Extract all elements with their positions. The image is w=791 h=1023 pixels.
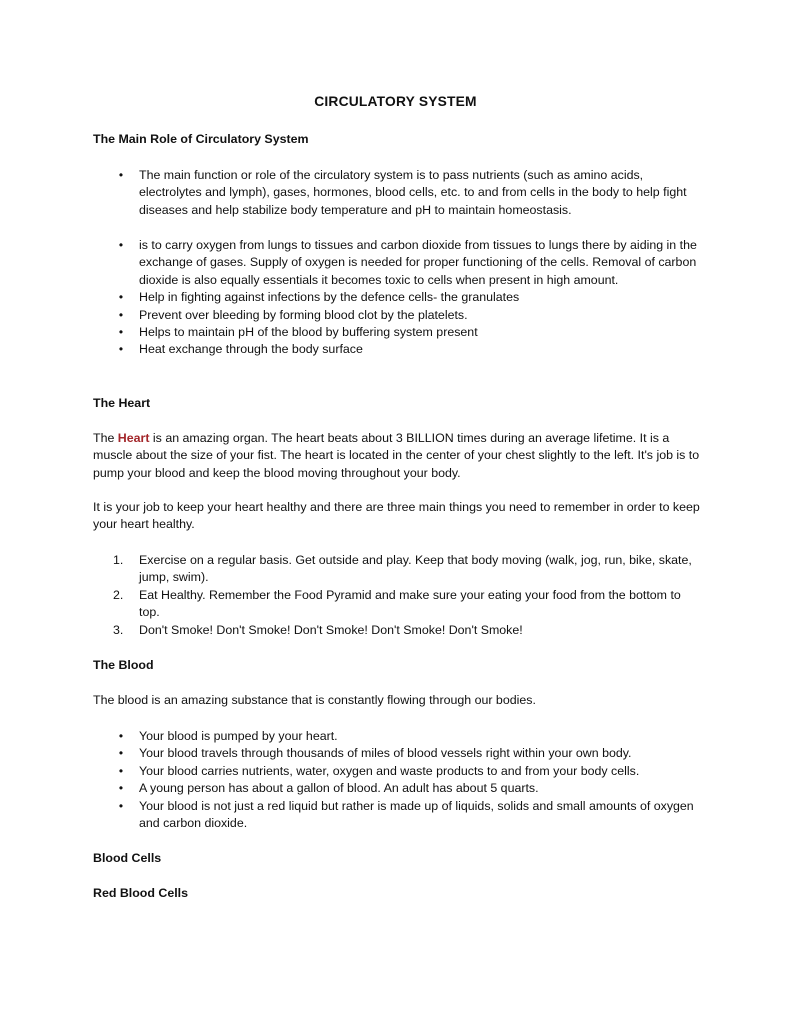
blood-cells-heading: Blood Cells <box>93 851 162 865</box>
list-item: • Heat exchange through the body surface <box>93 341 703 358</box>
bullet-icon: • <box>118 307 124 322</box>
step-number: 1. <box>113 553 124 567</box>
red-blood-cells-heading: Red Blood Cells <box>93 886 189 900</box>
heart-health-paragraph: It is your job to keep your heart healthy and there are three main things you need to remember in order to keep your heart healthy. <box>93 500 700 532</box>
list-item: • The main function or role of the circulatory system is to pass nutrients (such as amino acids, electrolytes and lymph), gases, hormones, blood cells, etc. to and from cells in the body to help fight diseases and help stabilize body temperature and pH to maintain homeostasis. <box>93 167 703 219</box>
list-item: • Help in fighting against infections by the defence cells- the granulates <box>93 289 703 306</box>
list-item: • Your blood carries nutrients, water, oxygen and waste products to and from your body cells. <box>93 763 703 780</box>
bullet-icon: • <box>118 238 124 252</box>
bullet-icon: • <box>118 729 124 743</box>
list-item: 2. Eat Healthy. Remember the Food Pyramid and make sure your eating your food from the bottom to top. <box>113 587 681 620</box>
bullet-icon: • <box>118 746 124 761</box>
list-item: • is to carry oxygen from lungs to tissues and carbon dioxide from tissues to lungs there by aiding in the exchange of gases. Supply of oxygen is needed for proper functioning of the cells. Removal of carbon dioxide is also equally essentials it becomes toxic to cells when present in high amount. <box>93 237 703 289</box>
list-item: • Your blood is pumped by your heart. <box>93 728 703 745</box>
blood-intro: The blood is an amazing substance that is constantly flowing through our bodies. <box>93 693 536 707</box>
bullet-icon: • <box>118 781 124 796</box>
heart-heading: The Heart <box>93 396 151 410</box>
main-role-heading: The Main Role of Circulatory System <box>93 132 309 146</box>
step-number: 2. <box>113 587 124 602</box>
heart-link[interactable]: Heart <box>117 431 150 445</box>
bullet-icon: • <box>118 168 124 182</box>
blood-facts-list <box>93 728 703 832</box>
list-item: • Your blood is not just a red liquid but rather is made up of liquids, solids and small amounts of oxygen and carbon dioxide. <box>93 798 703 833</box>
bullet-icon: • <box>118 325 124 340</box>
step-number: 3. <box>113 622 124 637</box>
list-item: • Helps to maintain pH of the blood by buffering system present <box>93 324 703 341</box>
bullet-icon: • <box>118 763 124 778</box>
heart-steps-list <box>93 552 703 639</box>
list-item: • A young person has about a gallon of blood. An adult has about 5 quarts. <box>93 780 703 797</box>
bullet-icon: • <box>118 290 124 305</box>
main-role-list-b <box>93 237 703 359</box>
page-title: CIRCULATORY SYSTEM <box>314 94 477 109</box>
heart-paragraph: The Heart is an amazing organ. The heart beats about 3 BILLION times during an average lifetime. It is a muscle about the size of your fist. The heart is located in the center of your chest slightly to the left. It's job is to pump your blood and keep the blood moving throughout your body. <box>93 431 700 480</box>
bullet-icon: • <box>118 342 124 357</box>
list-item: • Prevent over bleeding by forming blood clot by the platelets. <box>93 307 703 324</box>
main-role-list-a <box>93 167 703 219</box>
bullet-icon: • <box>118 798 124 813</box>
list-item: 3. Don't Smoke! Don't Smoke! Don't Smoke! Don't Smoke! Don't Smoke! <box>93 622 703 639</box>
list-item: • Your blood travels through thousands of miles of blood vessels right within your own body. <box>93 745 703 762</box>
list-item: 1. Exercise on a regular basis. Get outside and play. Keep that body moving (walk, jog, run, bike, skate, jump, swim). <box>113 553 692 585</box>
blood-heading: The Blood <box>93 658 154 672</box>
